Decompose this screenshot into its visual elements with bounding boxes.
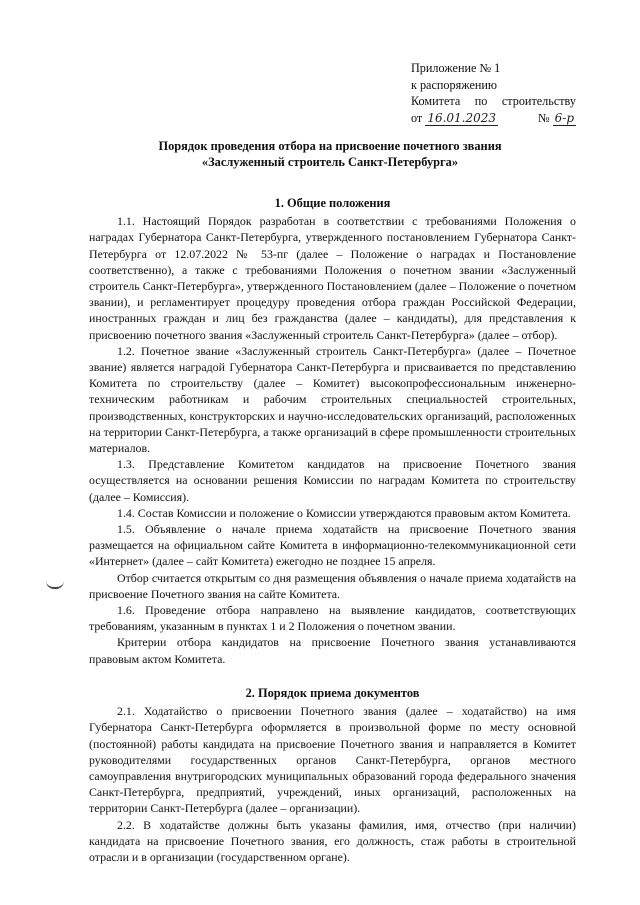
- paragraph-1-2: 1.2. Почетное звание «Заслуженный строитель Санкт-Петербурга» (далее – Почетное звание) является наградой Губернатора Санкт-Петербурга и присваивается по представлению Комитета по строительству (далее – Комитет) высокопрофессиональным инженерно-техническим работникам и рабочим строительных специальностей строительных, производственных, конструкторских и научно-исследовательских организаций, расположенных на территории Санкт-Петербурга, а также организаций в сфере промышленности строительных материалов.: [89, 343, 576, 456]
- appendix-committee: Комитета: [411, 94, 461, 108]
- title-line-1: Порядок проведения отбора на присвоение почетного звания: [158, 139, 502, 153]
- number-value: 6-р: [554, 110, 574, 125]
- paragraph-1-6-note: Критерии отбора кандидатов на присвоение Почетного звания устанавливаются правовым актом Комитета.: [89, 635, 576, 666]
- appendix-construction: строительству: [501, 94, 576, 108]
- appendix-line-1: Приложение № 1: [411, 61, 501, 75]
- appendix-line-2: к распоряжению: [411, 77, 498, 92]
- title-line-2: «Заслуженный строитель Санкт-Петербурга»: [201, 155, 459, 169]
- paragraph-1-1: 1.1. Настоящий Порядок разработан в соответствии с требованиями Положения о наградах Губернатора Санкт-Петербурга, утвержденного постановлением Губернатора Санкт-Петербурга от 12.07.2022 № 53-пг (далее – Положение о наградах и Постановление соответственно), а также с требованиями Положения о почетном звании «Заслуженный строитель Санкт-Петербурга», утвержденного Постановлением (далее – Положение о почетном звании), и регламентирует процедуру проведения отбора граждан Российской Федерации, иностранных граждан и лиц без гражданства (далее – кандидаты), для представления к присвоению почетного звания «Заслуженный строитель Санкт-Петербурга» (далее – отбор).: [89, 214, 576, 342]
- appendix-po: по: [474, 94, 488, 108]
- paragraph-1-3: 1.3. Представление Комитетом кандидатов на присвоение Почетного звания осуществляется на основании решения Комиссии по наградам Комитета по строительству (далее – Комиссия).: [89, 457, 576, 504]
- date-prefix: от: [411, 110, 423, 125]
- section-heading-2: 2. Порядок приема документов: [245, 685, 420, 700]
- margin-mark: [46, 581, 64, 589]
- paragraph-1-5-note: Отбор считается открытым со дня размещения объявления о начале приема ходатайств на присвоение Почетного звания на сайте Комитета.: [89, 570, 576, 601]
- paragraph-2-1: 2.1. Ходатайство о присвоении Почетного звания (далее – ходатайство) на имя Губернатора Санкт-Петербурга оформляется в произвольной форме по месту основной (постоянной) работы кандидата на присвоение Почетного звания и направляется в Комитет руководителями государственных органов Санкт-Петербурга, органов местного самоуправления внутригородских муниципальных образований города федерального значения Санкт-Петербурга, предприятий, учреждений, иных организаций, расположенных на территории Санкт-Петербурга (далее – организации).: [89, 704, 576, 816]
- document-title: [70, 138, 590, 170]
- appendix-line-3: [411, 93, 576, 110]
- paragraph-2-2: 2.2. В ходатайстве должны быть указаны фамилия, имя, отчество (при наличии) кандидата на присвоение Почетного звания, его должность, стаж работы в строительной отрасли и в организации (государственном органе).: [89, 817, 576, 864]
- section-heading-1: 1. Общие положения: [274, 196, 391, 210]
- number-prefix: №: [537, 110, 550, 125]
- date-value: 16.01.2023: [427, 110, 497, 125]
- document-body: [89, 195, 576, 865]
- paragraph-1-6: 1.6. Проведение отбора направлено на выявление кандидатов, соответствующих требованиям, указанным в пунктах 1 и 2 Положения о почетном звании.: [89, 603, 576, 634]
- appendix-date-line: [411, 110, 576, 127]
- appendix-block: [411, 60, 576, 126]
- paragraph-1-5: 1.5. Объявление о начале приема ходатайств на присвоение Почетного звания размещается на официальном сайте Комитета в информационно-телекоммуникационной сети «Интернет» (далее – сайт Комитета) ежегодно не позднее 15 апреля.: [89, 522, 576, 569]
- paragraph-1-4: 1.4. Состав Комиссии и положение о Комиссии утверждаются правовым актом Комитета.: [117, 505, 571, 520]
